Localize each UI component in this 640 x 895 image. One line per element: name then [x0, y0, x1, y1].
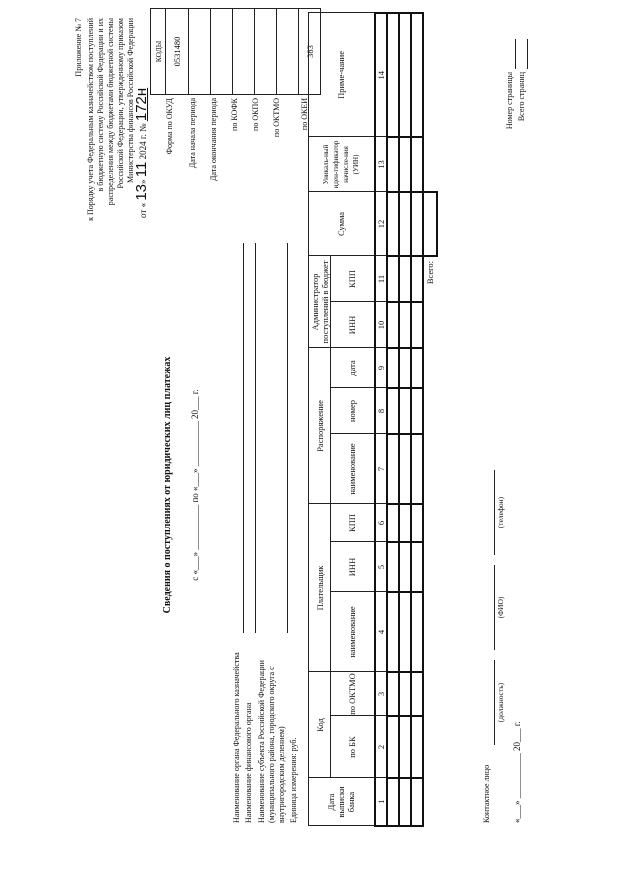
header-bk: по БК [331, 716, 375, 778]
table-row [387, 13, 399, 826]
header-payer-inn: ИНН [331, 542, 375, 592]
col-number: 13 [375, 137, 387, 192]
okud-value: 0531480 [166, 9, 189, 95]
codes-table [150, 8, 321, 95]
header-uin: Уникаль-ный иден-тификатор начисле-ния (УИН) [309, 137, 375, 192]
table-row [399, 13, 411, 826]
page-total-line [527, 39, 528, 69]
header-sum: Сумма [309, 192, 375, 256]
appendix-line: Министерства финансов Российской Федерации [126, 18, 135, 183]
unit-label: Единица измерения: руб. [289, 737, 298, 823]
header-payer-kpp: КПП [331, 504, 375, 542]
order-line: от « 13» 11 2024 г. № 172н [133, 87, 150, 218]
col-number: 10 [375, 302, 387, 348]
order-day: 13 [133, 183, 150, 201]
end-date-cell [211, 9, 233, 95]
subject-line [287, 243, 288, 633]
subject-label-2: (муниципального района, городского округа с [267, 666, 276, 823]
position-caption: (должность) [496, 682, 505, 723]
order-year: 2024 г. № [138, 123, 148, 160]
col-number: 2 [375, 716, 387, 778]
okpo-cell [255, 9, 277, 95]
col-number: 4 [375, 592, 387, 672]
end-date-label: Дата окончания периода [209, 98, 218, 182]
treasury-line [243, 243, 244, 633]
phone-caption: (телефон) [496, 496, 505, 529]
col-number: 3 [375, 672, 387, 716]
appendix-title: Приложение № 7 [74, 18, 83, 77]
header-order: Распоряжение [309, 348, 331, 504]
page-total-label: Всего страниц [517, 72, 526, 122]
start-date-cell [189, 9, 211, 95]
order-number: 172н [133, 87, 150, 122]
total-sum-cell [423, 192, 437, 256]
col-number: 11 [375, 256, 387, 302]
appendix-line: к Порядку учета Федеральным казначейством поступлений [86, 18, 95, 221]
kofk-label: по КОФК [230, 98, 239, 131]
oktmo-label: по ОКТМО [272, 98, 281, 138]
header-payer-name: наименование [331, 592, 375, 672]
appendix-line: распределения между бюджетами бюджетной системы [106, 18, 115, 206]
header-note: Приме-чание [309, 13, 375, 137]
header-admin-kpp: КПП [331, 256, 375, 302]
header-order-number: номер [331, 388, 375, 434]
page-number-label: Номер страницы [505, 72, 514, 130]
subject-label-3: внутригородским делением) [277, 726, 286, 823]
footer-date: «___» __________ 20___ г. [512, 721, 522, 823]
finance-label: Наименование финансового органа [244, 702, 253, 823]
fio-caption: (ФИО) [496, 596, 505, 619]
header-payer: Плательщик [309, 504, 331, 672]
col-number: 1 [375, 778, 387, 826]
header-date: Дата выписки банка [309, 778, 375, 826]
position-line [494, 660, 495, 745]
header-order-date: дата [331, 348, 375, 388]
header-admin: Администратор поступлений в бюджет [309, 256, 331, 348]
col-number: 7 [375, 434, 387, 504]
appendix-line: в бюджетную систему Российской Федерации и их [96, 18, 105, 192]
total-label: Всего: [425, 260, 435, 285]
table-row [411, 13, 423, 826]
col-number: 5 [375, 542, 387, 592]
header-oktmo: по ОКТМО [331, 672, 375, 716]
treasury-label: Наименование органа Федерального казначейства [232, 652, 241, 823]
page-number-line [515, 39, 516, 69]
appendix-line: Российской Федерации, утвержденному приказом [116, 18, 125, 189]
oktmo-cell [277, 9, 299, 95]
header-order-name: наименование [331, 434, 375, 504]
col-number: 6 [375, 504, 387, 542]
contact-label: Контактное лицо [482, 764, 491, 823]
order-prefix: от « [138, 202, 148, 218]
fio-line [494, 565, 495, 650]
kofk-cell [233, 9, 255, 95]
finance-line [255, 243, 256, 633]
start-date-label: Дата начала периода [188, 98, 197, 169]
subject-label-1: Наименование субъекта Российской Федерации [257, 660, 266, 823]
order-month: 11 [133, 161, 150, 178]
header-admin-inn: ИНН [331, 302, 375, 348]
col-number: 14 [375, 13, 387, 137]
col-number: 9 [375, 348, 387, 388]
okei-label: по ОКЕИ [300, 98, 309, 131]
header-code: Код [309, 672, 331, 778]
period-line: с «___» __________ по «___» __________ 20___ г. [190, 389, 200, 581]
payments-table [308, 12, 438, 827]
okud-label: Форма по ОКУД [165, 98, 174, 155]
document-title: Сведения о поступлениях от юридических лиц платежах [162, 356, 173, 614]
total-row [423, 13, 437, 826]
okpo-label: по ОКПО [251, 98, 260, 131]
col-number: 12 [375, 192, 387, 256]
phone-line [494, 470, 495, 555]
codes-heading: КОДЫ [151, 9, 166, 95]
col-number: 8 [375, 388, 387, 434]
okei-value: 383 [299, 9, 321, 95]
